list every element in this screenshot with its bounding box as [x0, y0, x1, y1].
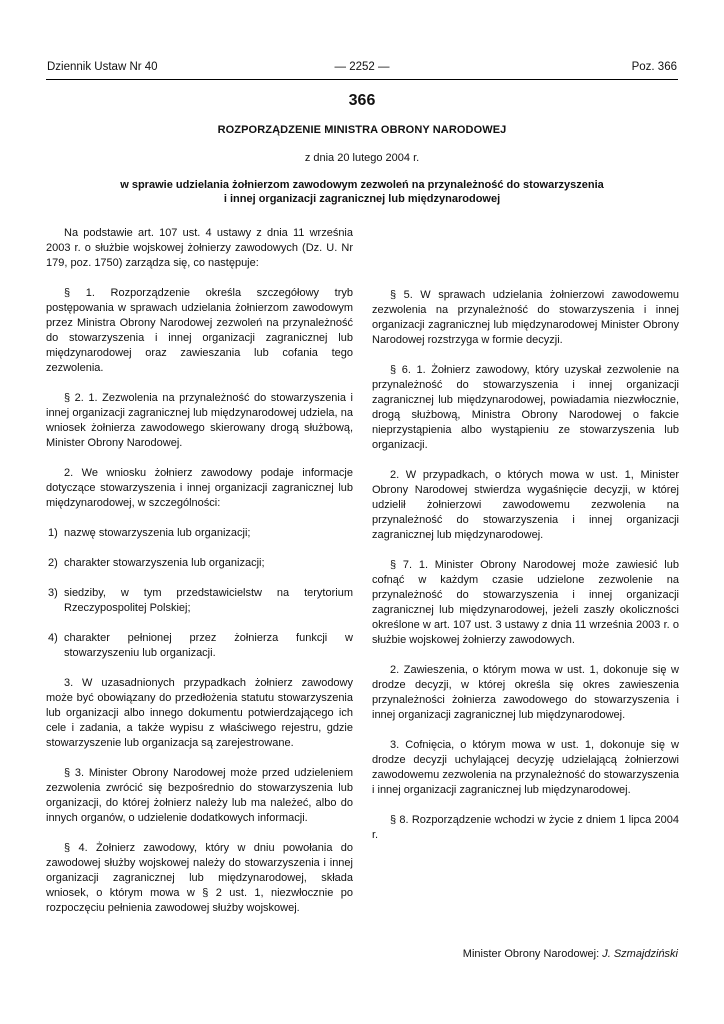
list-item	[46, 586, 353, 616]
list-item-text: siedziby, w tym przedstawicielstw na terytorium Rzeczypospolitej Polskiej;	[64, 587, 353, 614]
list-item-text: charakter stowarzyszenia lub organizacji;	[64, 557, 265, 569]
section-2-paragraph-2: 2. We wniosku żołnierz zawodowy podaje informacje dotyczące stowarzyszenia i innej organizacji zagranicznej lub międzynarodowej, w szczególności:	[46, 467, 353, 509]
signature-name: J. Szmajdziński	[602, 948, 678, 960]
preamble: Na podstawie art. 107 ust. 4 ustawy z dnia 11 września 2003 r. o służbie wojskowej żołnierzy zawodowych (Dz. U. Nr 179, poz. 1750) zarządza się, co następuje:	[46, 227, 353, 269]
page-number: — 2252 —	[334, 61, 390, 73]
section-6-paragraph-1: § 6. 1. Żołnierz zawodowy, który uzyskał zezwolenie na przynależność do stowarzyszenia i innej organizacji zagranicznej lub międzynarodowej, powiadamia niezwłocznie, drogą służbową, Ministra Obrony Narodowej o fakcie nieprzystąpienia albo wystąpieniu ze stowarzyszenia lub organizacji.	[372, 364, 679, 451]
act-title: ROZPORZĄDZENIE MINISTRA OBRONY NARODOWEJ	[217, 124, 507, 136]
section-8: § 8. Rozporządzenie wchodzi w życie z dniem 1 lipca 2004 r.	[372, 814, 679, 841]
list-item	[46, 526, 353, 541]
header-rule	[46, 79, 678, 80]
section-6-paragraph-2: 2. W przypadkach, o których mowa w ust. 1, Minister Obrony Narodowej stwierdza wygaśnięcie decyzji, w której udzielił żołnierzowi zawodowemu zezwolenia na przynależność do stowarzyszenia i innej organizacji zagranicznej lub międzynarodowej.	[372, 469, 679, 541]
act-date: z dnia 20 lutego 2004 r.	[304, 152, 420, 164]
right-column	[372, 226, 679, 843]
signature	[463, 947, 678, 962]
subject-line-1: w sprawie udzielania żołnierzom zawodowym zezwoleń na przynależność do stowarzyszenia	[120, 179, 604, 191]
signature-role: Minister Obrony Narodowej:	[462, 948, 600, 960]
section-4: § 4. Żołnierz zawodowy, który w dniu powołania do zawodowej służby wojskowej należy do stowarzyszenia i innej organizacji zagranicznej lub międzynarodowej, składa wniosek, o którym mowa w § 2 ust. 1, niezwłocznie po rozpoczęciu pełnienia zawodowej służby wojskowej.	[46, 842, 353, 914]
act-subject	[60, 178, 664, 206]
list-item-number: 2)	[48, 557, 58, 569]
section-5: § 5. W sprawach udzielania żołnierzowi zawodowemu zezwolenia na przynależność do stowarzyszenia i innej organizacji zagranicznej lub międzynarodowej Minister Obrony Narodowej rozstrzyga w formie decyzji.	[372, 289, 679, 346]
subject-line-2: i innej organizacji zagranicznej lub międzynarodowej	[223, 193, 501, 205]
left-column	[46, 226, 353, 916]
section-2-paragraph-1: § 2. 1. Zezwolenia na przynależność do stowarzyszenia i innej organizacji zagranicznej lub międzynarodowej udziela, na wniosek żołnierza zawodowego skierowany drogą służbową, Minister Obrony Narodowej.	[46, 392, 353, 449]
section-7-paragraph-3: 3. Cofnięcia, o którym mowa w ust. 1, dokonuje się w drodze decyzji uchylającej decyzję udzielającą żołnierzowi zawodowemu zezwolenia na przynależność do stowarzyszenia i innej organizacji zagranicznej lub międzynarodowej.	[372, 739, 679, 796]
position-number: Poz. 366	[631, 61, 677, 73]
section-3: § 3. Minister Obrony Narodowej może przed udzieleniem zezwolenia zwrócić się bezpośrednio do stowarzyszenia lub organizacji, do której żołnierz należy lub ma należeć, albo do innych organów, o udzielenie dodatkowych informacji.	[46, 767, 353, 824]
section-7-paragraph-2: 2. Zawieszenia, o którym mowa w ust. 1, dokonuje się w drodze decyzji, w której określa się okres zawieszenia przynależności żołnierza zawodowego do stowarzyszenia i innej organizacji zagranicznej lub międzynarodowej.	[372, 664, 679, 721]
list-item-number: 1)	[48, 527, 58, 539]
journal-title: Dziennik Ustaw Nr 40	[47, 61, 158, 73]
list-item-number: 4)	[48, 632, 58, 644]
list-item-text: nazwę stowarzyszenia lub organizacji;	[64, 527, 251, 539]
section-2-paragraph-3: 3. W uzasadnionych przypadkach żołnierz zawodowy może być obowiązany do przedłożenia statutu stowarzyszenia lub organizacji albo innego dokumentu potwierdzającego ich cele i zadania, a także wypisu z właściwego rejestru, gdzie stowarzyszenie lub organizacja są zarejestrowane.	[46, 677, 353, 749]
list-item-text: charakter pełnionej przez żołnierza funkcji w stowarzyszeniu lub organizacji.	[64, 632, 353, 659]
list-item-number: 3)	[48, 587, 58, 599]
act-number: 366	[348, 92, 376, 109]
section-1: § 1. Rozporządzenie określa szczegółowy tryb postępowania w sprawach udzielania żołnierzom zawodowym przez Ministra Obrony Narodowej zezwoleń na przynależność do stowarzyszenia i innej organizacji zagranicznej lub międzynarodowej oraz zawieszania lub cofania tego zezwolenia.	[46, 287, 353, 374]
list-item	[46, 631, 353, 661]
list-item	[46, 556, 353, 571]
section-7-paragraph-1: § 7. 1. Minister Obrony Narodowej może zawiesić lub cofnąć w każdym czasie udzielone zezwolenie na przynależność do stowarzyszenia i innej organizacji zagranicznej lub międzynarodowej, jeżeli zaszły okoliczności określone w art. 107 ust. 3 ustawy z dnia 11 września 2003 r. o służbie wojskowej żołnierzy zawodowych.	[372, 559, 679, 646]
